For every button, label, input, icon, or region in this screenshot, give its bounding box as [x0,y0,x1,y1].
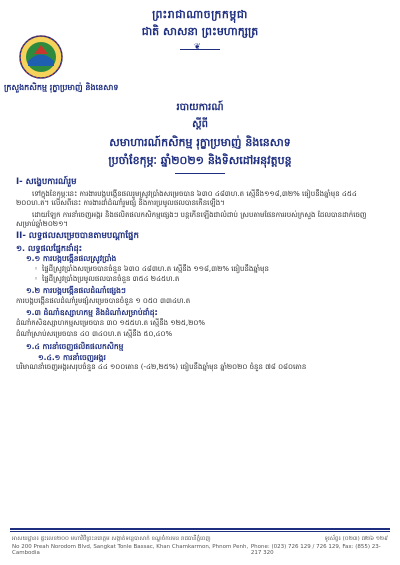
footer-phone: Phone: (023) 726 129 / 726 129, Fax: (855) 23-217 320 [250,544,381,556]
report-subject: សមាហារណ៍កសិកម្ម រុក្ខាប្រមាញ់ និងនេសាទ [109,136,291,149]
subsection-heading: ១.៤.១ ការនាំចេញអង្ករ [38,352,106,362]
footer-address: No 200 Preah Norodom Blvd, Sangkat Tonle Bassac, Khan Chamkarmon, Phnom Penh, Cambodia [12,544,249,556]
subsection-heading: ១.៤ ការនាំចេញផលិតផលកសិកម្ម [26,341,124,351]
footer-phone-kh: ទូរស័ព្ទ៖ (០២៣) ៧២៦ ១២៩ [324,536,388,542]
document-body [16,176,384,375]
national-motto: ជាតិ សាសនា ព្រះមហាក្សត្រ [141,25,259,38]
page-footer [0,528,400,565]
ornament-divider [180,43,220,50]
subsection-heading: ១.២ ការបង្កបង្កើនផលដំណាំផ្សេងៗ [26,285,126,295]
ministry-logo-icon [18,34,64,80]
kingdom-name: ព្រះរាជាណាចក្រកម្ពុជា [152,8,248,21]
list-item: ◦ ផ្ទៃដីស្រូវប្រាំងសម្រេចបានចំនួន ៦៣០ ៤៨៣ហ.ត ស្មើនឹង ១១៨,៣២% ធៀបនឹងឆ្នាំមុន [42,265,384,275]
title-divider [175,173,225,174]
paragraph: ការបង្កបង្កើនផលដំណាំរួមផ្សំសម្រេចបានចំនួន ១ ០៥០ ៣៣៤ហ.ត [16,296,191,305]
footer-line-kh [0,532,400,543]
paragraph: ដំណាំស្រាប់សម្រេចបាន ៤០ ៣៤០ហ.ត ស្មើនឹង ៥០,៤០% [16,330,173,339]
report-title: របាយការណ៍ [176,102,224,113]
report-period: ប្រចាំខែកុម្ភៈ ឆ្នាំ២០២១ និងទិសដៅអនុវត្តបន្ត [108,154,292,167]
paragraph: ដំណាំកសិឧស្សាហកម្មសម្រេចបាន ៣០ ១៥៥ហ.ត ស្មើនឹង ១២៥,២០% [16,318,205,327]
subsection-heading: ១. លទ្ធផលផ្នែកដាំដុះ [16,243,83,253]
paragraph: បរិមាណនាំចេញអង្ករសរុបចំនួន ៤៤ ១០០តោន (-៤២,២៥%) ធៀបនឹងឆ្នាំមុន ឆ្នាំ២០២០ ចំនួន ៧៨ ០៨០តោន [16,363,307,372]
report-subject-label: ស្តីពី [192,119,208,130]
footer-address-kh: អាសយដ្ឋាន៖ ផ្ទះលេខ២០០ មហាវិថីព្រះនរោត្តម សង្កាត់ទន្លេបាសាក់ ខណ្ឌចំការមន រាជធានីភ្នំពេញ [12,536,211,542]
ministry-name: ក្រសួងកសិកម្ម រុក្ខាប្រមាញ់ និងនេសាទ [4,83,119,92]
section-heading: I- សង្ខេបការណ៍រួម [16,177,77,187]
footer-rule [10,528,390,530]
subsection-heading: ១.១ ការបង្កបង្កើនផលស្រូវប្រាំង [26,254,117,264]
paragraph: ទៅក្នុងខែកុម្ភៈនេះ ការងារបង្កបង្កើនផលរួមស្រូវប្រាំងសម្រេចបាន ៦៣០ ៤៨៣ហ.ត ស្មើនឹង១១៨,៣២% ធៀបនឹងឆ្នាំមុន ៤៥៤ ២០០ហ.ត។ លើសពីនេះ ការងារដាំដំណាំរួមផ្សំ និងការប្រមូលផលបានកើនឡើង។ [16,189,357,208]
paragraph: ដោយឡែក ការនាំចេញអង្ករ និងផលិតផលកសិកម្មផ្សេងៗ បន្តកើនឡើងជាលំដាប់ ស្របតាមផែនការរបស់ក្រសួង ដែលបានដាក់ចេញសម្រាប់ឆ្នាំ២០២១។ [16,210,367,229]
subsection-heading: ១.៣ ដំណាំឧស្សាហកម្ម និងដំណាំសម្រាប់ដាំដុះ [26,308,158,318]
footer-line-en [0,543,400,556]
report-titles [0,100,400,174]
section-heading: II- លទ្ធផលសម្រេចបានតាមបណ្តាផ្នែក [16,230,139,241]
list-item: ◦ ផ្ទៃដីស្រូវប្រាំងប្រមូលផលបានចំនួន ៣៥៤ ២៤៥ហ.ត [42,275,384,285]
